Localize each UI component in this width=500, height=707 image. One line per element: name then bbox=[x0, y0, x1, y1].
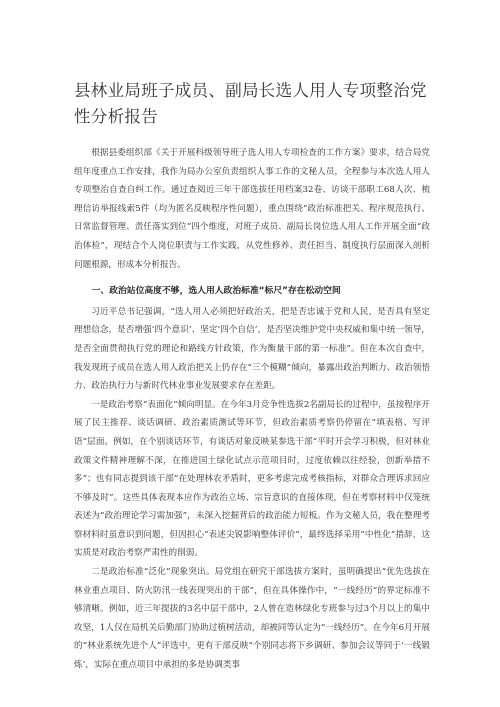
intro-paragraph: 根据县委组织部《关于开展科级领导班子选人用人专项检查的工作方案》要求，结合局党组年度重点工作安排，我作为局办公室负责组织人事工作的文秘人员，全程参与本次选人用人专项整治自查自纠工作。通过查阅近三年干部选拔任用档案32卷、访谈干部职工68人次、梳理信访举报线索5件（均为匿名反映程序性问题），重点围绕“政治标准把关、程序规范执行、日常监督管理、责任落实到位”四个维度，对班子成员、副局长岗位选人用人工作开展全面“政治体检”，现结合个人岗位职责与工作实践，从党性修养、责任担当、制度执行层面深入剖析问题根源，形成本分析报告。 bbox=[74, 148, 430, 270]
section-1-heading: 一、政治站位高度不够，选人用人政治标准“标尺”存在松动空间 bbox=[91, 286, 341, 297]
section-1-paragraph-3: 二是政治标准“泛化”现象突出。局党组在研究干部选拔方案时，虽明确提出“优先选拔在林业重点项目、防火防汛一线表现突出的干部”，但在具体操作中，“一线经历”的界定标准不够清晰。例如，近三年提拔的3名中层干部中，2人曾在造林绿化专班参与过3个月以上的集中攻坚，1人仅在局机关后勤部门协助过植树活动，却被同等认定为“一线经历”。在今年6月开展的“林业系统先进个人”评选中，更有干部反映“个别同志将下乡调研、参加会议等同于‘一线锻炼’，实际在重点项目中承担的多是协调类事 bbox=[74, 567, 430, 671]
section-1-paragraph-1: 习近平总书记强调，“选人用人必须把好政治关，把是否忠诚于党和人民，是否具有坚定理想信念，是否增强‘四个意识’、坚定‘四个自信’，是否坚决维护党中央权威和集中统一领导，是否全面贯彻执行党的理论和路线方针政策，作为衡量干部的第一标准”。但在本次自查中，我发现班子成员在选人用人政治把关上仍存在“三个模糊”倾向，暴露出政治判断力、政治领悟力、政治执行力与新时代林业事业发展要求存在差距。 bbox=[74, 306, 430, 392]
document-title: 县林业局班子成员、副局长选人用人专项整治党性分析报告 bbox=[74, 81, 427, 126]
section-1-paragraph-2: 一是政治考察“表面化”倾向明显。在今年3月竞争性选拔2名副局长的过程中，虽按程序开展了民主推荐、谈话调研、政治素质测试等环节，但政治素质考察仍停留在“填表格、写评语”层面。例如，在个别谈话环节，有谈话对象反映某参选干部“平时开会学习积极，但对林业政策文件精神理解不深，在推进国土绿化试点示范项目时，过度依赖以往经验，创新举措不多”；也有同志提到该干部“在处理林农矛盾时，更多考虑完成考核指标，对群众合理诉求回应不够及时”。这些具体表现本应作为政治立场、宗旨意识的直接体现，但在考察材料中仅笼统表述为“政治理论学习需加强”，未深入挖掘背后的政治能力短板。作为文秘人员，我在整理考察材料时虽意识到问题，但因担心“表述尖锐影响整体评价”，最终选择采用“中性化”措辞，这实质是对政治考察严肃性的削弱。 bbox=[74, 399, 430, 559]
